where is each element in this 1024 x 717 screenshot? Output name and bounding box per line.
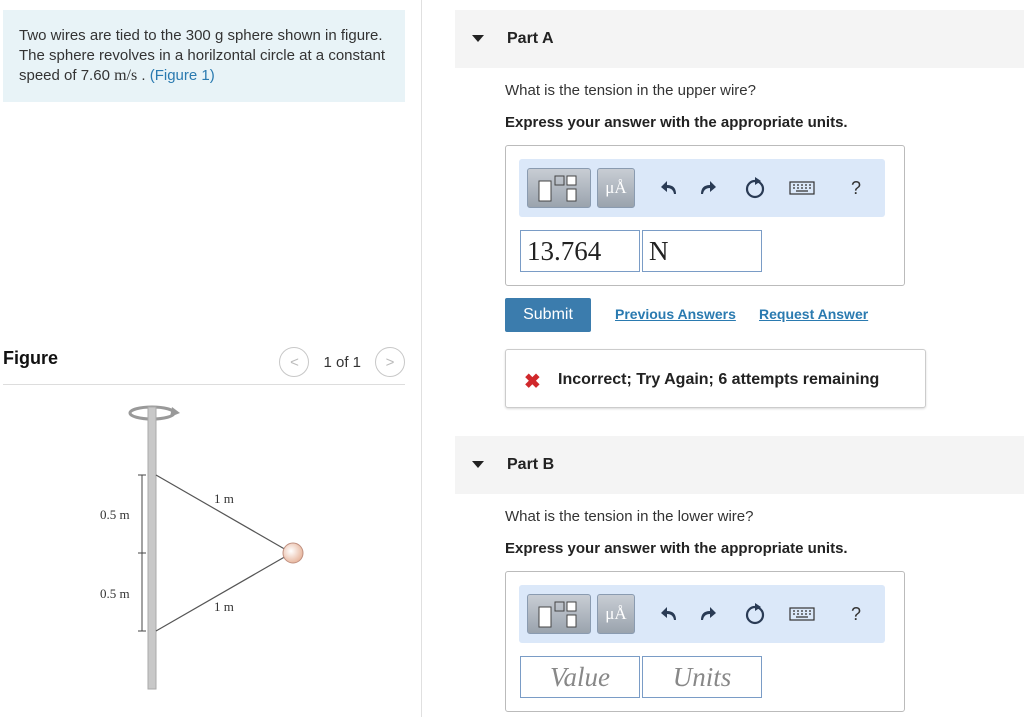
mu-angstrom-label: μÅ xyxy=(605,604,627,623)
previous-answers-link[interactable]: Previous Answers xyxy=(615,306,736,322)
upper-wire xyxy=(156,475,288,551)
lower-wire-label: 1 m xyxy=(214,599,234,614)
undo-icon[interactable] xyxy=(657,601,683,627)
part-b-instruction: Express your answer with the appropriate units. xyxy=(505,540,848,557)
part-b-label: Part B xyxy=(507,456,555,473)
help-icon[interactable]: ? xyxy=(850,177,861,198)
redo-icon[interactable] xyxy=(694,175,720,201)
part-a-instruction: Express your answer with the appropriate units. xyxy=(505,114,848,131)
figure-header xyxy=(3,345,405,385)
undo-icon[interactable] xyxy=(657,175,683,201)
reset-icon[interactable] xyxy=(742,601,768,627)
units-symbol-button[interactable] xyxy=(597,168,635,208)
problem-text-end: . xyxy=(137,67,150,84)
collapse-triangle-icon[interactable] xyxy=(472,35,484,42)
part-a-value-input[interactable]: 13.764 xyxy=(520,230,640,272)
part-b-units-input[interactable]: Units xyxy=(642,656,762,698)
prev-figure-button[interactable] xyxy=(279,347,309,377)
part-b-toolbar xyxy=(519,585,885,643)
figure-diagram xyxy=(90,395,320,695)
lower-wire xyxy=(156,555,288,631)
mu-angstrom-label: μÅ xyxy=(605,178,627,197)
figure-title: Figure xyxy=(3,348,59,368)
part-a-label: Part A xyxy=(507,30,554,47)
part-b-value-input[interactable]: Value xyxy=(520,656,640,698)
lower-height-label: 0.5 m xyxy=(100,586,130,601)
part-a-answer-box xyxy=(505,145,905,286)
templates-icon xyxy=(537,173,581,203)
left-panel xyxy=(0,0,422,717)
part-b-question: What is the tension in the lower wire? xyxy=(505,508,754,525)
feedback-text: Incorrect; Try Again; 6 attempts remaining xyxy=(558,371,880,388)
keyboard-icon[interactable] xyxy=(787,601,817,627)
redo-icon[interactable] xyxy=(694,601,720,627)
chevron-right-icon: > xyxy=(385,353,395,371)
help-icon[interactable]: ? xyxy=(850,603,861,624)
vertical-pole xyxy=(148,407,156,689)
chevron-left-icon: < xyxy=(290,353,299,371)
part-a-toolbar xyxy=(519,159,885,217)
part-a-header[interactable] xyxy=(455,10,1024,68)
templates-button[interactable] xyxy=(527,594,591,634)
part-a-question: What is the tension in the upper wire? xyxy=(505,82,756,99)
upper-height-label: 0.5 m xyxy=(100,507,130,522)
problem-statement xyxy=(3,10,405,102)
collapse-triangle-icon[interactable] xyxy=(472,461,484,468)
units-symbol-button[interactable] xyxy=(597,594,635,634)
keyboard-icon[interactable] xyxy=(787,175,817,201)
figure-pager xyxy=(279,347,405,377)
upper-wire-label: 1 m xyxy=(214,491,234,506)
error-x-icon: ✖ xyxy=(524,371,541,393)
feedback-message xyxy=(505,349,926,408)
part-b-header[interactable] xyxy=(455,436,1024,494)
right-panel xyxy=(455,0,1024,717)
problem-text: Two wires are tied to the 300 g sphere shown in figure. The sphere revolves in a horilzontal circle at a constant speed of 7.60 xyxy=(19,27,386,84)
part-a-units-input[interactable]: N xyxy=(642,230,762,272)
reset-icon[interactable] xyxy=(742,175,768,201)
request-answer-link[interactable]: Request Answer xyxy=(759,306,869,322)
figure-link[interactable]: (Figure 1) xyxy=(149,67,215,84)
submit-button[interactable]: Submit xyxy=(505,298,591,332)
next-figure-button[interactable] xyxy=(375,347,405,377)
part-b-answer-box xyxy=(505,571,905,712)
pager-count: 1 of 1 xyxy=(323,353,361,371)
templates-icon xyxy=(537,599,581,629)
templates-button[interactable] xyxy=(527,168,591,208)
speed-unit: m/s xyxy=(114,67,138,84)
sphere xyxy=(283,543,303,563)
